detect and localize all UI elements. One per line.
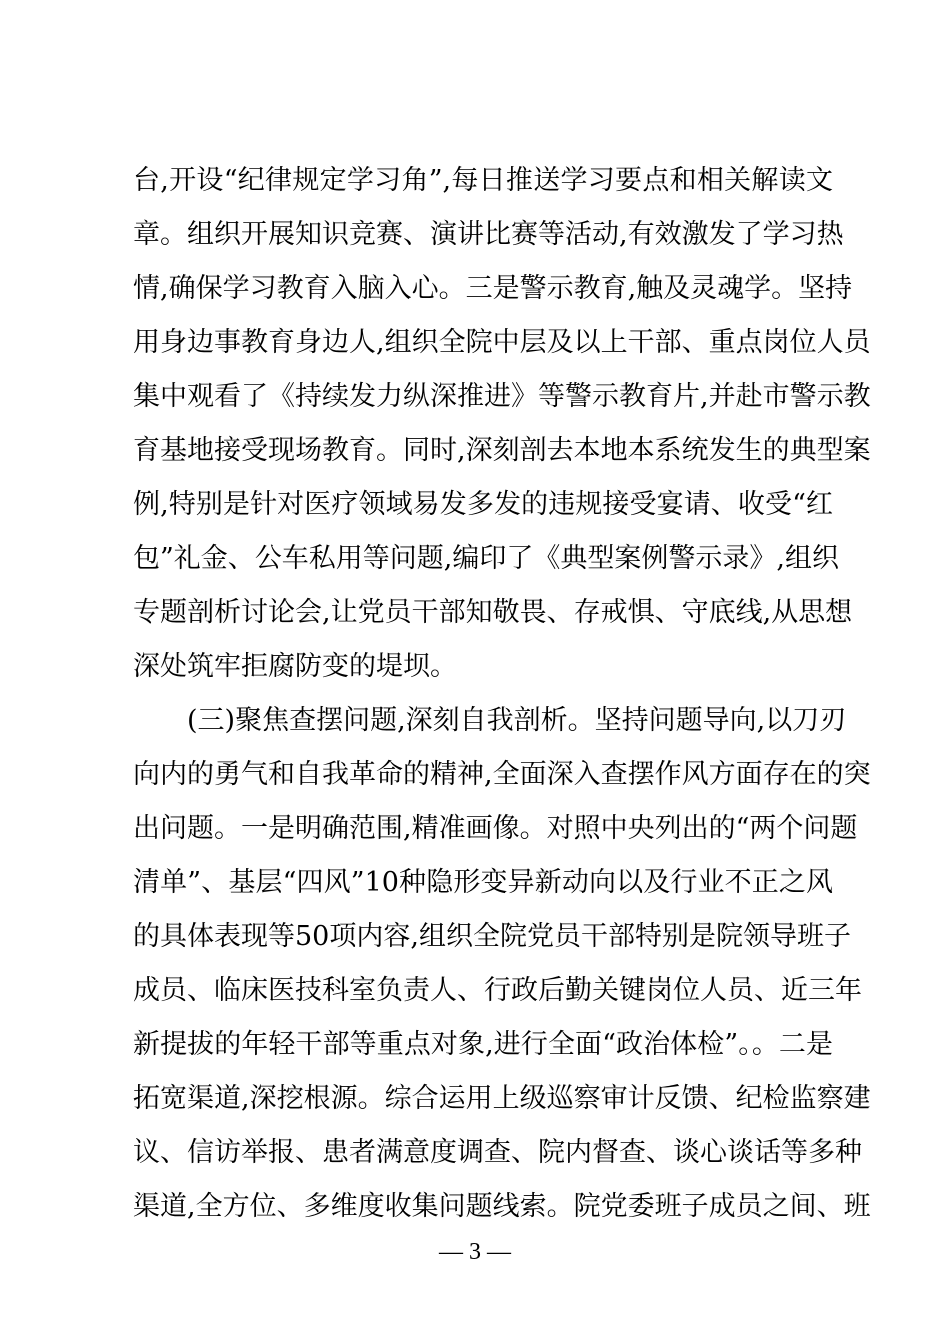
text-line: 用身边事教育身边人,组织全院中层及以上干部、重点岗位人员 bbox=[133, 327, 871, 358]
text-line: 深处筑牢拒腐防变的堤坝。 bbox=[133, 651, 457, 682]
text-line: 拓宽渠道,深挖根源。综合运用上级巡察审计反馈、纪检监察建 bbox=[133, 1083, 871, 1114]
section-heading-line: (三)聚焦查摆问题,深刻自我剖析。坚持问题导向,以刀刃 bbox=[187, 705, 847, 736]
text-line: 议、信访举报、患者满意度调查、院内督查、谈心谈话等多种 bbox=[133, 1137, 862, 1168]
text-line: 情,确保学习教育入脑入心。三是警示教育,触及灵魂学。坚持 bbox=[133, 273, 853, 304]
text-line: 台,开设“纪律规定学习角”,每日推送学习要点和相关解读文 bbox=[133, 165, 833, 196]
text-line: 出问题。一是明确范围,精准画像。对照中央列出的“两个问题 bbox=[133, 813, 858, 844]
text-line: 的具体表现等50项内容,组织全院党员干部特别是院领导班子 bbox=[133, 921, 851, 952]
page-number: — 3 — bbox=[439, 1239, 511, 1265]
text-line: 包”礼金、公车私用等问题,编印了《典型案例警示录》,组织 bbox=[133, 543, 839, 574]
text-line: 成员、临床医技科室负责人、行政后勤关键岗位人员、近三年 bbox=[133, 975, 862, 1006]
text-line: 清单”、基层“四风”10种隐形变异新动向以及行业不正之风 bbox=[133, 867, 833, 898]
text-line: 例,特别是针对医疗领域易发多发的违规接受宴请、收受“红 bbox=[133, 489, 833, 520]
text-line: 育基地接受现场教育。同时,深刻剖去本地本系统发生的典型案 bbox=[133, 435, 871, 466]
text-line: 专题剖析讨论会,让党员干部知敬畏、存戒惧、守底线,从思想 bbox=[133, 597, 853, 628]
text-line: 新提拔的年轻干部等重点对象,进行全面“政治体检”。。二是 bbox=[133, 1029, 833, 1060]
text-line: 向内的勇气和自我革命的精神,全面深入查摆作风方面存在的突 bbox=[133, 759, 871, 790]
text-line: 章。组织开展知识竞赛、演讲比赛等活动,有效激发了学习热 bbox=[133, 219, 844, 250]
text-line: 渠道,全方位、多维度收集问题线索。院党委班子成员之间、班 bbox=[133, 1191, 871, 1222]
text-line: 集中观看了《持续发力纵深推进》等警示教育片,并赴市警示教 bbox=[133, 381, 871, 412]
